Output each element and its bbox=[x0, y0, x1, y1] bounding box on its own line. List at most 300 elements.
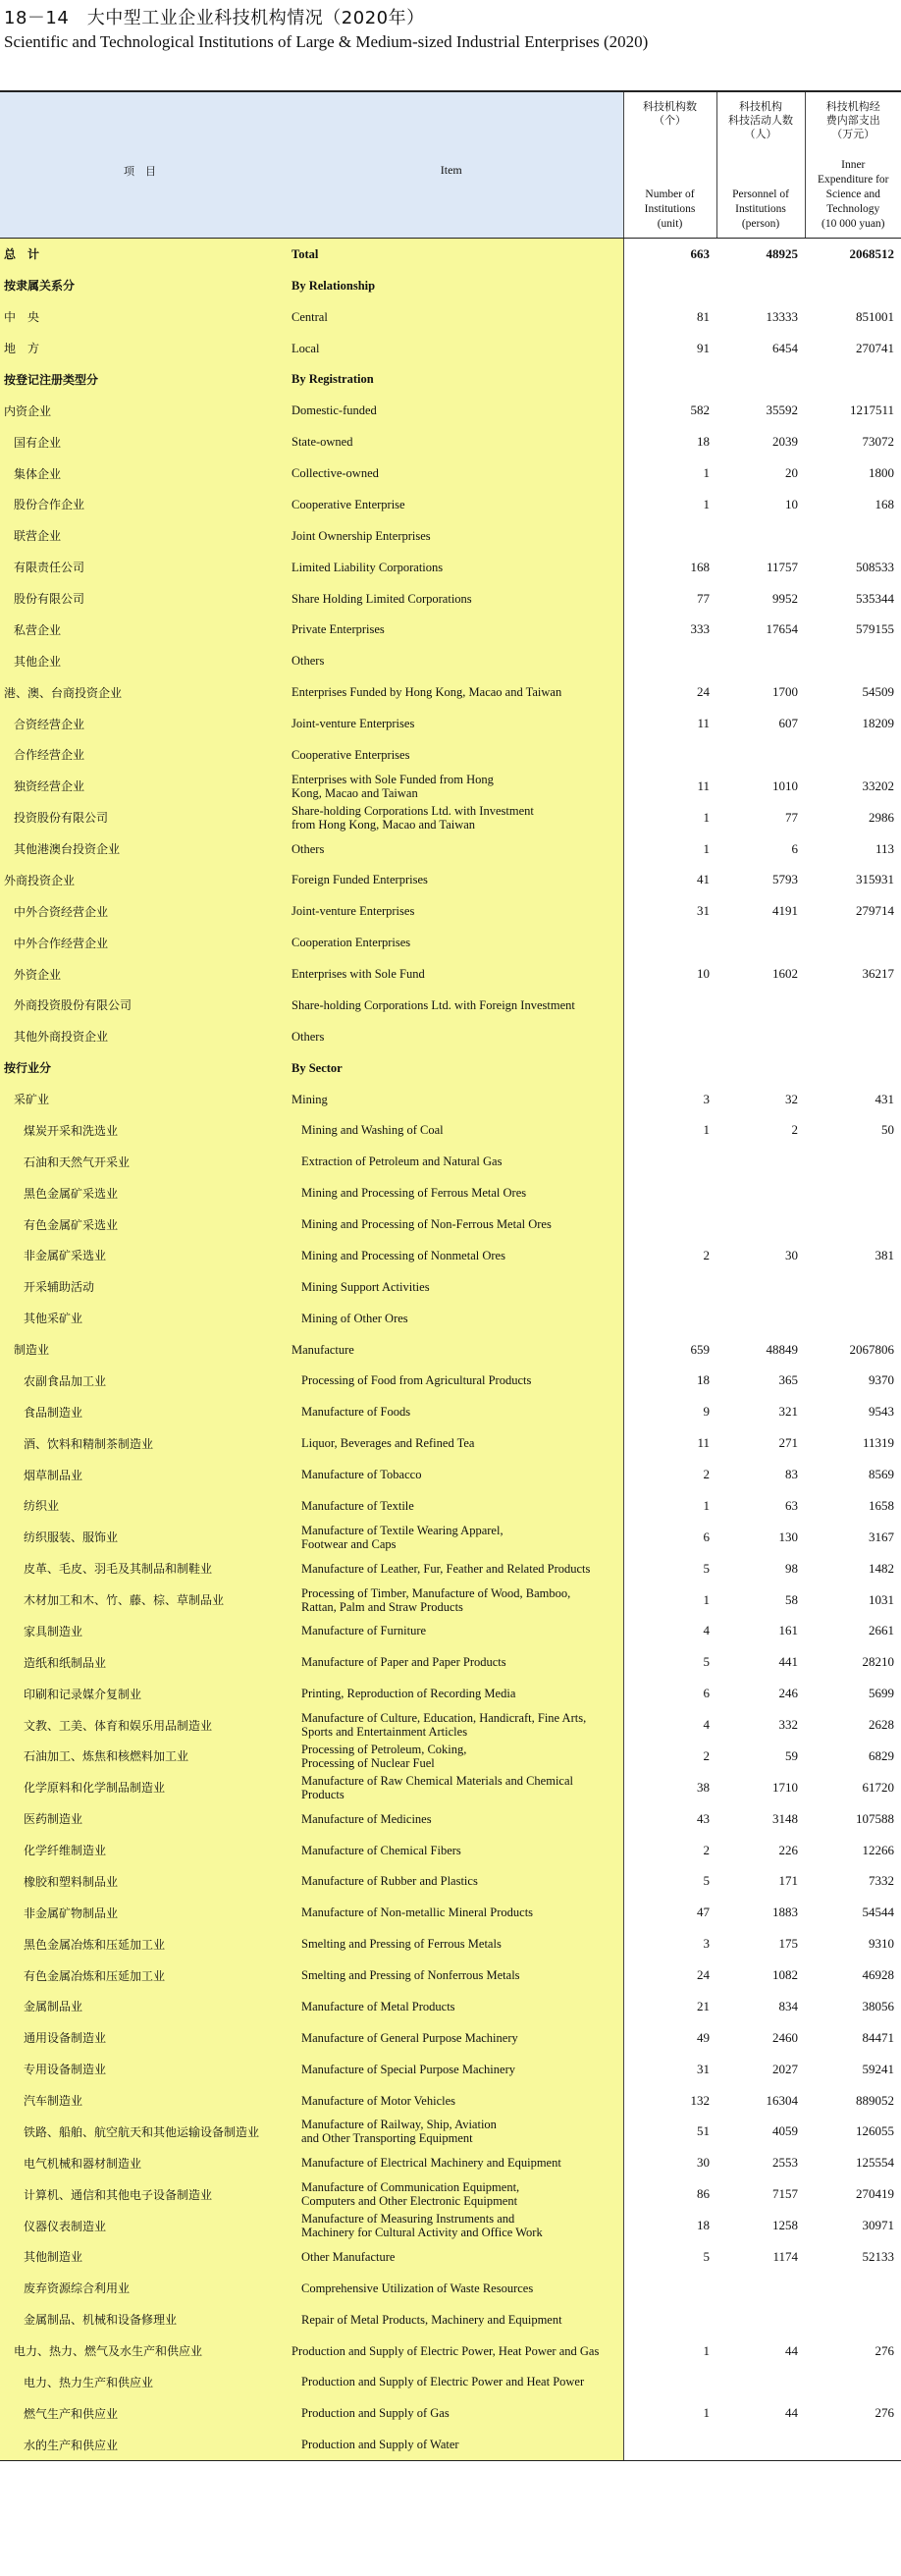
row-item-cn: 酒、饮料和精制茶制造业 bbox=[0, 1427, 280, 1459]
row-item-cn: 文教、工美、体育和娱乐用品制造业 bbox=[0, 1709, 280, 1741]
row-item-cn: 煤炭开采和洗选业 bbox=[0, 1115, 280, 1147]
row-expenditure: 33202 bbox=[805, 771, 901, 802]
row-expenditure: 2986 bbox=[805, 802, 901, 833]
row-personnel: 1602 bbox=[716, 958, 805, 990]
row-item-cn: 外商投资企业 bbox=[0, 865, 280, 896]
table-row bbox=[0, 1678, 901, 1709]
row-personnel: 10 bbox=[716, 489, 805, 520]
row-item-cn: 造纸和纸制品业 bbox=[0, 1646, 280, 1678]
row-personnel bbox=[716, 739, 805, 771]
row-institutions: 6 bbox=[623, 1522, 716, 1553]
table-row bbox=[0, 1490, 901, 1522]
row-personnel: 1710 bbox=[716, 1772, 805, 1803]
header-item-cn: 项 目 bbox=[0, 91, 280, 239]
row-item-cn: 电力、热力生产和供应业 bbox=[0, 2367, 280, 2398]
row-expenditure: 54544 bbox=[805, 1897, 901, 1928]
table-row bbox=[0, 771, 901, 802]
row-item-cn: 外商投资股份有限公司 bbox=[0, 990, 280, 1021]
row-expenditure bbox=[805, 1177, 901, 1208]
row-personnel: 4059 bbox=[716, 2117, 805, 2148]
row-expenditure: 168 bbox=[805, 489, 901, 520]
row-expenditure bbox=[805, 2304, 901, 2335]
row-expenditure bbox=[805, 520, 901, 552]
row-item-en: State-owned bbox=[280, 426, 623, 457]
row-expenditure: 46928 bbox=[805, 1959, 901, 1991]
row-item-en: Processing of Timber, Manufacture of Wood, Bamboo, Rattan, Palm and Straw Products bbox=[280, 1584, 623, 1616]
row-expenditure: 9310 bbox=[805, 1928, 901, 1959]
table-body bbox=[0, 239, 901, 2461]
row-institutions: 41 bbox=[623, 865, 716, 896]
row-institutions: 4 bbox=[623, 1616, 716, 1647]
row-institutions: 663 bbox=[623, 239, 716, 270]
row-institutions: 5 bbox=[623, 1866, 716, 1898]
row-item-en: Enterprises Funded by Hong Kong, Macao and Taiwan bbox=[280, 676, 623, 708]
row-personnel: 226 bbox=[716, 1835, 805, 1866]
row-institutions: 86 bbox=[623, 2178, 716, 2210]
row-item-en: Mining bbox=[280, 1084, 623, 1115]
page-title-chinese: 18－14 大中型工业企业科技机构情况（2020年） bbox=[4, 8, 425, 28]
row-item-en: Manufacture of Furniture bbox=[280, 1616, 623, 1647]
row-expenditure: 61720 bbox=[805, 1772, 901, 1803]
row-expenditure: 1658 bbox=[805, 1490, 901, 1522]
row-item-cn: 水的生产和供应业 bbox=[0, 2429, 280, 2460]
table-row bbox=[0, 2397, 901, 2429]
table-row bbox=[0, 927, 901, 958]
row-item-cn: 其他外商投资企业 bbox=[0, 1021, 280, 1052]
table-row bbox=[0, 1522, 901, 1553]
row-item-cn: 通用设备制造业 bbox=[0, 2022, 280, 2054]
row-personnel: 6 bbox=[716, 833, 805, 865]
table-row bbox=[0, 1646, 901, 1678]
data-table-container bbox=[0, 90, 901, 2461]
row-item-cn: 汽车制造业 bbox=[0, 2085, 280, 2117]
row-item-en: Manufacture of Motor Vehicles bbox=[280, 2085, 623, 2117]
row-item-cn: 按隶属关系分 bbox=[0, 270, 280, 301]
row-item-cn: 烟草制品业 bbox=[0, 1459, 280, 1490]
row-expenditure: 279714 bbox=[805, 895, 901, 927]
table-row bbox=[0, 1772, 901, 1803]
row-institutions: 11 bbox=[623, 708, 716, 739]
row-expenditure: 851001 bbox=[805, 301, 901, 333]
row-institutions: 47 bbox=[623, 1897, 716, 1928]
row-institutions: 1 bbox=[623, 833, 716, 865]
row-institutions: 5 bbox=[623, 1646, 716, 1678]
table-row bbox=[0, 333, 901, 364]
row-personnel: 130 bbox=[716, 1522, 805, 1553]
row-personnel bbox=[716, 1146, 805, 1177]
row-institutions bbox=[623, 1021, 716, 1052]
row-item-en: Share Holding Limited Corporations bbox=[280, 583, 623, 615]
row-item-cn: 股份有限公司 bbox=[0, 583, 280, 615]
row-institutions bbox=[623, 990, 716, 1021]
row-personnel bbox=[716, 2273, 805, 2304]
row-personnel: 20 bbox=[716, 457, 805, 489]
table-row bbox=[0, 1146, 901, 1177]
row-expenditure: 50 bbox=[805, 1115, 901, 1147]
table-row bbox=[0, 865, 901, 896]
row-expenditure: 8569 bbox=[805, 1459, 901, 1490]
row-institutions: 18 bbox=[623, 426, 716, 457]
row-institutions: 24 bbox=[623, 676, 716, 708]
row-expenditure: 9370 bbox=[805, 1366, 901, 1397]
header-item-en: Item bbox=[280, 91, 623, 239]
row-expenditure bbox=[805, 1208, 901, 1240]
row-item-en: Manufacture of Foods bbox=[280, 1396, 623, 1427]
row-institutions: 1 bbox=[623, 1115, 716, 1147]
row-institutions bbox=[623, 1208, 716, 1240]
row-expenditure: 73072 bbox=[805, 426, 901, 457]
row-item-en: Processing of Petroleum, Coking, Processing of Nuclear Fuel bbox=[280, 1741, 623, 1772]
row-item-en: Liquor, Beverages and Refined Tea bbox=[280, 1427, 623, 1459]
row-institutions: 31 bbox=[623, 2054, 716, 2085]
row-personnel: 1700 bbox=[716, 676, 805, 708]
row-institutions: 2 bbox=[623, 1835, 716, 1866]
row-expenditure: 6829 bbox=[805, 1741, 901, 1772]
row-item-en: Mining and Processing of Ferrous Metal Ores bbox=[280, 1177, 623, 1208]
table-row bbox=[0, 395, 901, 426]
row-item-cn: 私营企业 bbox=[0, 615, 280, 646]
row-item-cn: 内资企业 bbox=[0, 395, 280, 426]
row-expenditure: 889052 bbox=[805, 2085, 901, 2117]
table-row bbox=[0, 1396, 901, 1427]
row-personnel bbox=[716, 520, 805, 552]
row-institutions: 51 bbox=[623, 2117, 716, 2148]
row-personnel: 16304 bbox=[716, 2085, 805, 2117]
row-item-en: Local bbox=[280, 333, 623, 364]
row-item-cn: 专用设备制造业 bbox=[0, 2054, 280, 2085]
row-item-en: Share-holding Corporations Ltd. with Foreign Investment bbox=[280, 990, 623, 1021]
row-personnel bbox=[716, 1021, 805, 1052]
row-expenditure bbox=[805, 927, 901, 958]
row-institutions: 659 bbox=[623, 1334, 716, 1366]
row-personnel: 1174 bbox=[716, 2241, 805, 2273]
row-item-en: Collective-owned bbox=[280, 457, 623, 489]
row-personnel: 83 bbox=[716, 1459, 805, 1490]
row-expenditure bbox=[805, 2429, 901, 2460]
row-item-cn: 中 央 bbox=[0, 301, 280, 333]
row-personnel bbox=[716, 1303, 805, 1334]
table-row bbox=[0, 615, 901, 646]
row-personnel: 607 bbox=[716, 708, 805, 739]
row-personnel: 2039 bbox=[716, 426, 805, 457]
table-row bbox=[0, 1021, 901, 1052]
row-personnel: 5793 bbox=[716, 865, 805, 896]
row-item-en: Manufacture of Railway, Ship, Aviation and Other Transporting Equipment bbox=[280, 2117, 623, 2148]
row-item-cn: 废弃资源综合利用业 bbox=[0, 2273, 280, 2304]
table-row bbox=[0, 645, 901, 676]
row-item-cn: 仪器仪表制造业 bbox=[0, 2210, 280, 2241]
row-personnel bbox=[716, 1208, 805, 1240]
row-item-cn: 其他港澳台投资企业 bbox=[0, 833, 280, 865]
row-institutions: 1 bbox=[623, 2397, 716, 2429]
table-header bbox=[0, 91, 901, 239]
row-institutions: 1 bbox=[623, 457, 716, 489]
row-item-en: By Sector bbox=[280, 1052, 623, 1084]
row-institutions: 21 bbox=[623, 1991, 716, 2022]
row-institutions: 168 bbox=[623, 552, 716, 583]
row-item-en: Manufacture of Special Purpose Machinery bbox=[280, 2054, 623, 2085]
row-personnel: 1010 bbox=[716, 771, 805, 802]
table-row bbox=[0, 1616, 901, 1647]
row-personnel: 3148 bbox=[716, 1803, 805, 1835]
header-expenditure: 科技机构经 费内部支出 （万元） Inner Expenditure for Science and Technology (10 000 yuan) bbox=[805, 91, 901, 239]
row-item-en: Production and Supply of Water bbox=[280, 2429, 623, 2460]
row-institutions: 1 bbox=[623, 802, 716, 833]
row-item-cn: 投资股份有限公司 bbox=[0, 802, 280, 833]
row-expenditure: 381 bbox=[805, 1240, 901, 1271]
row-item-cn: 其他制造业 bbox=[0, 2241, 280, 2273]
table-row bbox=[0, 990, 901, 1021]
row-personnel bbox=[716, 645, 805, 676]
row-institutions bbox=[623, 2429, 716, 2460]
row-item-en: Processing of Food from Agricultural Products bbox=[280, 1366, 623, 1397]
table-row bbox=[0, 1459, 901, 1490]
row-personnel: 171 bbox=[716, 1866, 805, 1898]
row-item-en: Manufacture of Electrical Machinery and Equipment bbox=[280, 2147, 623, 2178]
row-institutions: 11 bbox=[623, 771, 716, 802]
table-row bbox=[0, 270, 901, 301]
row-expenditure: 270741 bbox=[805, 333, 901, 364]
row-personnel: 1883 bbox=[716, 1897, 805, 1928]
row-expenditure bbox=[805, 739, 901, 771]
row-item-en: Manufacture of Medicines bbox=[280, 1803, 623, 1835]
row-expenditure bbox=[805, 1271, 901, 1303]
row-item-cn: 按登记注册类型分 bbox=[0, 364, 280, 396]
row-item-cn: 非金属矿采选业 bbox=[0, 1240, 280, 1271]
row-item-cn: 有色金属冶炼和压延加工业 bbox=[0, 1959, 280, 1991]
row-institutions: 31 bbox=[623, 895, 716, 927]
row-item-en: Share-holding Corporations Ltd. with Investment from Hong Kong, Macao and Taiwan bbox=[280, 802, 623, 833]
row-personnel: 2 bbox=[716, 1115, 805, 1147]
row-institutions: 18 bbox=[623, 2210, 716, 2241]
table-row bbox=[0, 2210, 901, 2241]
table-row bbox=[0, 1897, 901, 1928]
row-expenditure bbox=[805, 270, 901, 301]
row-personnel bbox=[716, 927, 805, 958]
row-item-en: Manufacture bbox=[280, 1334, 623, 1366]
table-row bbox=[0, 2304, 901, 2335]
row-item-en: By Registration bbox=[280, 364, 623, 396]
row-item-en: Manufacture of Non-metallic Mineral Products bbox=[280, 1897, 623, 1928]
row-item-en: Enterprises with Sole Fund bbox=[280, 958, 623, 990]
row-expenditure: 38056 bbox=[805, 1991, 901, 2022]
row-institutions: 5 bbox=[623, 1553, 716, 1584]
row-personnel: 834 bbox=[716, 1991, 805, 2022]
row-item-cn: 化学纤维制造业 bbox=[0, 1835, 280, 1866]
row-personnel bbox=[716, 270, 805, 301]
row-item-cn: 股份合作企业 bbox=[0, 489, 280, 520]
row-item-en: By Relationship bbox=[280, 270, 623, 301]
row-item-en: Joint Ownership Enterprises bbox=[280, 520, 623, 552]
table-row bbox=[0, 1835, 901, 1866]
row-item-en: Extraction of Petroleum and Natural Gas bbox=[280, 1146, 623, 1177]
row-institutions bbox=[623, 1146, 716, 1177]
row-item-cn: 开采辅助活动 bbox=[0, 1271, 280, 1303]
row-item-cn: 计算机、通信和其他电子设备制造业 bbox=[0, 2178, 280, 2210]
row-expenditure bbox=[805, 1146, 901, 1177]
table-row bbox=[0, 2054, 901, 2085]
row-item-en: Manufacture of Leather, Fur, Feather and Related Products bbox=[280, 1553, 623, 1584]
row-expenditure: 3167 bbox=[805, 1522, 901, 1553]
row-item-cn: 纺织业 bbox=[0, 1490, 280, 1522]
table-row bbox=[0, 1991, 901, 2022]
row-expenditure: 9543 bbox=[805, 1396, 901, 1427]
table-row bbox=[0, 239, 901, 270]
row-institutions: 81 bbox=[623, 301, 716, 333]
row-personnel bbox=[716, 1052, 805, 1084]
row-item-en: Manufacture of Chemical Fibers bbox=[280, 1835, 623, 1866]
row-item-cn: 金属制品业 bbox=[0, 1991, 280, 2022]
row-item-en: Mining Support Activities bbox=[280, 1271, 623, 1303]
row-institutions: 6 bbox=[623, 1678, 716, 1709]
row-item-en: Total bbox=[280, 239, 623, 270]
row-item-en: Mining and Washing of Coal bbox=[280, 1115, 623, 1147]
row-personnel: 175 bbox=[716, 1928, 805, 1959]
row-item-en: Manufacture of Culture, Education, Handicraft, Fine Arts, Sports and Entertainment Articles bbox=[280, 1709, 623, 1741]
row-expenditure: 508533 bbox=[805, 552, 901, 583]
row-personnel: 246 bbox=[716, 1678, 805, 1709]
table-row bbox=[0, 583, 901, 615]
table-row bbox=[0, 520, 901, 552]
row-item-en: Manufacture of Raw Chemical Materials and Chemical Products bbox=[280, 1772, 623, 1803]
row-item-cn: 制造业 bbox=[0, 1334, 280, 1366]
table-row bbox=[0, 2085, 901, 2117]
row-personnel: 9952 bbox=[716, 583, 805, 615]
row-institutions bbox=[623, 645, 716, 676]
row-item-en: Cooperative Enterprise bbox=[280, 489, 623, 520]
table-row bbox=[0, 1427, 901, 1459]
row-expenditure: 7332 bbox=[805, 1866, 901, 1898]
row-institutions: 2 bbox=[623, 1459, 716, 1490]
row-item-en: Manufacture of General Purpose Machinery bbox=[280, 2022, 623, 2054]
row-expenditure: 107588 bbox=[805, 1803, 901, 1835]
row-item-en: Production and Supply of Electric Power, Heat Power and Gas bbox=[280, 2335, 623, 2367]
row-personnel: 1258 bbox=[716, 2210, 805, 2241]
row-item-en: Mining and Processing of Nonmetal Ores bbox=[280, 1240, 623, 1271]
table-row bbox=[0, 1928, 901, 1959]
table-row bbox=[0, 2147, 901, 2178]
table-row bbox=[0, 301, 901, 333]
row-item-cn: 有限责任公司 bbox=[0, 552, 280, 583]
row-item-en: Printing, Reproduction of Recording Media bbox=[280, 1678, 623, 1709]
row-personnel: 6454 bbox=[716, 333, 805, 364]
table-row bbox=[0, 1115, 901, 1147]
row-personnel: 271 bbox=[716, 1427, 805, 1459]
row-item-cn: 有色金属矿采选业 bbox=[0, 1208, 280, 1240]
table-row bbox=[0, 1709, 901, 1741]
row-institutions: 3 bbox=[623, 1084, 716, 1115]
row-item-cn: 印刷和记录媒介复制业 bbox=[0, 1678, 280, 1709]
row-item-cn: 石油加工、炼焦和核燃料加工业 bbox=[0, 1741, 280, 1772]
row-expenditure: 2628 bbox=[805, 1709, 901, 1741]
row-personnel: 98 bbox=[716, 1553, 805, 1584]
row-item-cn: 按行业分 bbox=[0, 1052, 280, 1084]
row-expenditure: 18209 bbox=[805, 708, 901, 739]
table-row bbox=[0, 1052, 901, 1084]
row-expenditure: 2068512 bbox=[805, 239, 901, 270]
row-expenditure: 59241 bbox=[805, 2054, 901, 2085]
table-row bbox=[0, 1303, 901, 1334]
row-item-en: Production and Supply of Gas bbox=[280, 2397, 623, 2429]
row-institutions bbox=[623, 364, 716, 396]
row-personnel bbox=[716, 990, 805, 1021]
row-institutions: 10 bbox=[623, 958, 716, 990]
row-item-cn: 非金属矿物制品业 bbox=[0, 1897, 280, 1928]
row-personnel: 32 bbox=[716, 1084, 805, 1115]
row-item-cn: 采矿业 bbox=[0, 1084, 280, 1115]
table-row bbox=[0, 958, 901, 990]
row-item-en: Joint-venture Enterprises bbox=[280, 895, 623, 927]
table-row bbox=[0, 1803, 901, 1835]
table-row bbox=[0, 2022, 901, 2054]
row-item-cn: 化学原料和化学制品制造业 bbox=[0, 1772, 280, 1803]
row-personnel: 11757 bbox=[716, 552, 805, 583]
row-personnel: 161 bbox=[716, 1616, 805, 1647]
row-institutions: 30 bbox=[623, 2147, 716, 2178]
row-item-cn: 联营企业 bbox=[0, 520, 280, 552]
row-personnel: 2553 bbox=[716, 2147, 805, 2178]
row-item-en: Foreign Funded Enterprises bbox=[280, 865, 623, 896]
row-personnel bbox=[716, 2304, 805, 2335]
row-institutions bbox=[623, 739, 716, 771]
row-expenditure: 12266 bbox=[805, 1835, 901, 1866]
table-row bbox=[0, 1177, 901, 1208]
row-institutions bbox=[623, 1177, 716, 1208]
row-item-cn: 外资企业 bbox=[0, 958, 280, 990]
row-item-cn: 家具制造业 bbox=[0, 1616, 280, 1647]
row-item-cn: 合资经营企业 bbox=[0, 708, 280, 739]
row-expenditure: 126055 bbox=[805, 2117, 901, 2148]
row-institutions: 91 bbox=[623, 333, 716, 364]
row-expenditure: 535344 bbox=[805, 583, 901, 615]
row-item-en: Others bbox=[280, 833, 623, 865]
row-institutions: 333 bbox=[623, 615, 716, 646]
row-item-en: Manufacture of Rubber and Plastics bbox=[280, 1866, 623, 1898]
row-institutions: 77 bbox=[623, 583, 716, 615]
row-expenditure: 431 bbox=[805, 1084, 901, 1115]
row-item-en: Manufacture of Tobacco bbox=[280, 1459, 623, 1490]
row-expenditure: 5699 bbox=[805, 1678, 901, 1709]
row-personnel: 13333 bbox=[716, 301, 805, 333]
row-expenditure bbox=[805, 2367, 901, 2398]
row-personnel: 35592 bbox=[716, 395, 805, 426]
row-item-en: Manufacture of Textile Wearing Apparel, Footwear and Caps bbox=[280, 1522, 623, 1553]
row-expenditure bbox=[805, 364, 901, 396]
row-expenditure: 579155 bbox=[805, 615, 901, 646]
row-item-cn: 农副食品加工业 bbox=[0, 1366, 280, 1397]
table-row bbox=[0, 833, 901, 865]
row-expenditure: 30971 bbox=[805, 2210, 901, 2241]
table-row bbox=[0, 1334, 901, 1366]
row-item-en: Mining and Processing of Non-Ferrous Metal Ores bbox=[280, 1208, 623, 1240]
row-item-en: Others bbox=[280, 645, 623, 676]
row-personnel: 321 bbox=[716, 1396, 805, 1427]
row-institutions: 4 bbox=[623, 1709, 716, 1741]
row-item-cn: 电气机械和器材制造业 bbox=[0, 2147, 280, 2178]
row-item-cn: 港、澳、台商投资企业 bbox=[0, 676, 280, 708]
row-item-cn: 独资经营企业 bbox=[0, 771, 280, 802]
row-item-en: Manufacture of Metal Products bbox=[280, 1991, 623, 2022]
row-institutions: 5 bbox=[623, 2241, 716, 2273]
table-row bbox=[0, 1271, 901, 1303]
row-expenditure: 52133 bbox=[805, 2241, 901, 2273]
row-item-cn: 燃气生产和供应业 bbox=[0, 2397, 280, 2429]
table-row bbox=[0, 1366, 901, 1397]
table-row bbox=[0, 552, 901, 583]
table-row bbox=[0, 457, 901, 489]
row-institutions: 1 bbox=[623, 489, 716, 520]
table-row bbox=[0, 1959, 901, 1991]
